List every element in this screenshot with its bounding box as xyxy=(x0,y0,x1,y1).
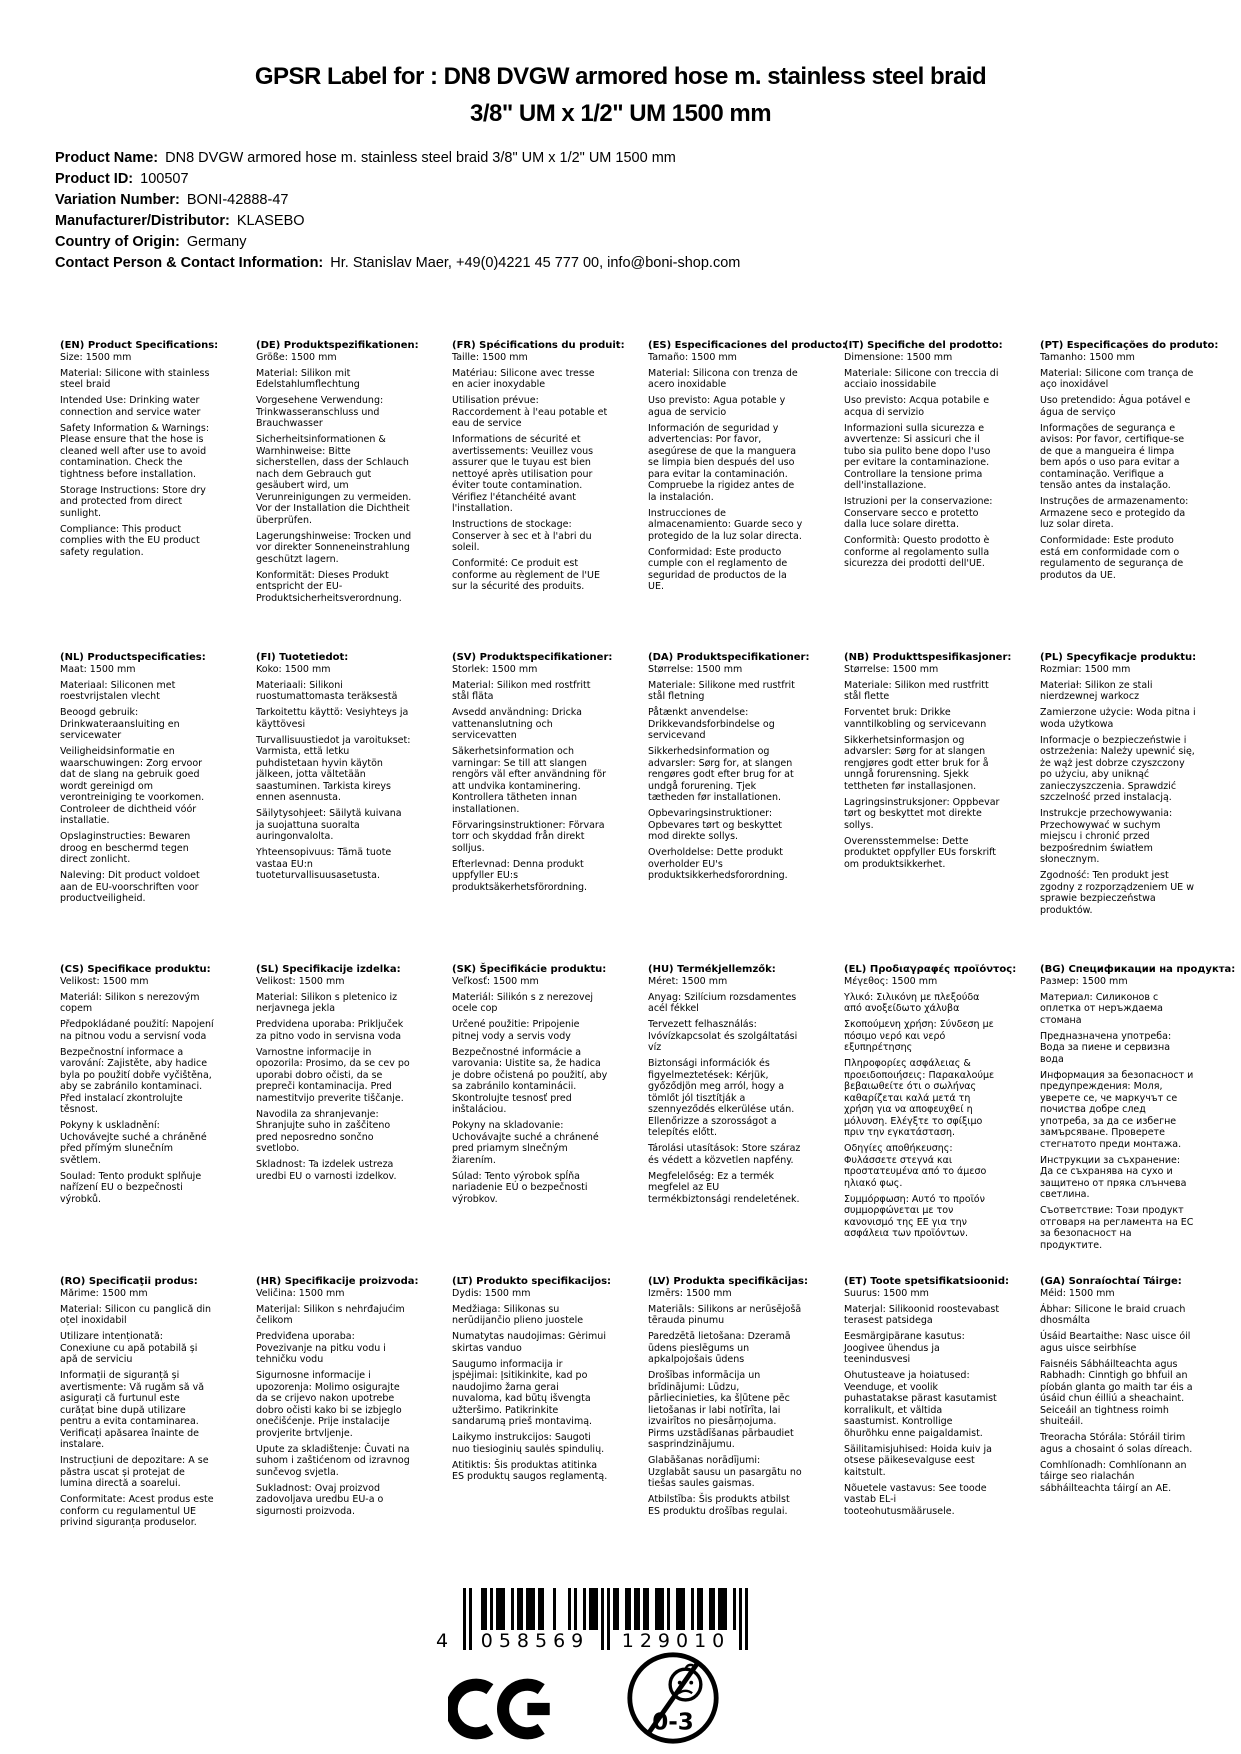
spec-paragraph: Paredzētā lietošana: Dzeramā ūdens pieslēgums un apkalpojošais ūdens xyxy=(648,1331,791,1365)
spec-paragraph: Předpokládané použití: Napojení na pitnou vodu a servisní voda xyxy=(60,1019,214,1042)
spec-block-heading: (IT) Specifiche del prodotto: xyxy=(844,340,1003,351)
spec-paragraph: Size: 1500 mm xyxy=(60,351,132,363)
spec-paragraph: Informații de siguranță și avertismente: Vă rugăm să vă asigurați că furtunul este curățat bine după utilizare pentru a evita contaminarea. Verificați apăsarea înainte de instalare. xyxy=(60,1370,205,1450)
spec-paragraph: Beoogd gebruik: Drinkwateraansluiting en servicewater xyxy=(60,707,180,741)
spec-paragraph: Materiale: Silikone med rustfrit stål fletning xyxy=(648,679,795,702)
spec-paragraph: Turvallisuustiedot ja varoitukset: Varmista, että letku puhdistetaan hyvin käytön jälkeen, jotta vältetään saastuminen. Tarkista kireys ennen asennusta. xyxy=(256,734,411,803)
spec-paragraph: Informacje o bezpieczeństwie i ostrzeżenia: Należy upewnić się, że wąż jest dobrze czyszczony po użyciu, aby uniknąć zanieczyszczenia. Sprawdzić szczelność przed instalacją. xyxy=(1040,734,1195,803)
spec-paragraph: Megfelelőség: Ez a termék megfelel az EU termékbiztonsági rendeletének. xyxy=(648,1170,800,1205)
spec-paragraph: Maat: 1500 mm xyxy=(60,663,136,675)
spec-paragraph: Säkerhetsinformation och varningar: Se till att slangen rengörs väl efter användning för att undvika kontaminering. Kontrollera tätheten innan installationen. xyxy=(452,746,607,815)
spec-paragraph: Uso previsto: Acqua potabile e acqua di servizio xyxy=(844,395,990,418)
page-title-line1: GPSR Label for : DN8 DVGW armored hose m. stainless steel braid xyxy=(254,63,987,90)
spec-paragraph: Material: Silicone com trança de aço inoxidável xyxy=(1040,367,1194,390)
spec-block-lt xyxy=(452,1276,612,1588)
spec-paragraph: Upute za skladištenje: Čuvati na suhom i zaštićenom od izravnog sunčevog svjetla. xyxy=(256,1443,410,1478)
spec-paragraph: Informazioni sulla sicurezza e avvertenze: Si assicuri che il tubo sia pulito bene dopo l'uso per evitare la contaminazione. Controllare la tensione prima dell'installazione. xyxy=(844,422,991,491)
spec-block-et xyxy=(844,1276,1010,1588)
spec-block-heading: (LV) Produkta specifikācijas: xyxy=(648,1276,808,1287)
spec-block-heading: (GA) Sonraíochtaí Táirge: xyxy=(1040,1276,1182,1287)
spec-paragraph: Atitiktis: Šis produktas atitinka ES produktų saugos reglamentą. xyxy=(452,1459,608,1482)
spec-paragraph: Veľkosť: 1500 mm xyxy=(452,975,539,987)
spec-paragraph: Sukladnost: Ovaj proizvod zadovoljava uredbu EU-a o sigurnosti proizvoda. xyxy=(256,1482,384,1517)
spec-paragraph: Storlek: 1500 mm xyxy=(452,663,538,675)
spec-paragraph: Material: Silikon med rostfritt stål fläta xyxy=(452,679,591,702)
spec-paragraph: Biztonsági információk és figyelmeztetések: Kérjük, győződjön meg arról, hogy a tömlőt jól tisztítják a szennyeződés elkerülése után. Ellenőrizze a szorosságot a telepítés előtt. xyxy=(648,1058,795,1138)
spec-paragraph: Materiale: Silikon med rustfritt stål flette xyxy=(844,679,989,702)
spec-paragraph: Størrelse: 1500 mm xyxy=(844,663,939,675)
spec-paragraph: Numatytas naudojimas: Gėrimui skirtas vanduo xyxy=(452,1331,606,1354)
spec-paragraph: Tarkoitettu käyttö: Vesiyhteys ja käyttövesi xyxy=(256,707,409,730)
spec-block-heading: (DE) Produktspezifikationen: xyxy=(256,340,419,351)
spec-block-heading: (SV) Produktspecifikationer: xyxy=(452,652,613,663)
country-of-origin-label: Country of Origin: xyxy=(55,234,180,250)
product-name-row xyxy=(55,148,740,169)
page-title-line2: 3/8" UM x 1/2" UM 1500 mm xyxy=(469,100,772,128)
spec-paragraph: Tárolási utasítások: Store száraz és védett a közvetlen napfény. xyxy=(648,1143,801,1166)
variation-number-row xyxy=(55,190,740,211)
spec-paragraph: Pokyny k uskladnění: Uchovávejte suché a chráněné před přímým slunečním světlem. xyxy=(60,1120,207,1166)
spec-paragraph: Nõuetele vastavus: See toode vastab EL-i tooteohutusmäärusele. xyxy=(844,1482,987,1517)
spec-block-da xyxy=(648,652,810,964)
spec-block-heading: (FR) Spécifications du produit: xyxy=(452,340,625,351)
spec-block-heading: (DA) Produktspecifikationer: xyxy=(648,652,810,663)
spec-paragraph: Veiligheidsinformatie en waarschuwingen: Zorg ervoor dat de slang na gebruik goed wordt gereinigd om verontreiniging te voorkomen. Controleer de dichtheid vóór installatie. xyxy=(60,746,205,826)
spec-paragraph: Инструкции за съхранение: Да се съхранява на сухо и защитено от пряка слънчева светлина. xyxy=(1040,1154,1187,1200)
manufacturer-value: KLASEBO xyxy=(236,213,305,229)
spec-paragraph: Úsáid Beartaithe: Nasc uisce óil agus uisce seirbhíse xyxy=(1040,1331,1191,1354)
spec-paragraph: Navodila za shranjevanje: Shranjujte suho in zaščiteno pred neposredno sončno svetlobo. xyxy=(256,1108,391,1154)
spec-block-heading: (SL) Specifikacije izdelka: xyxy=(256,964,401,975)
spec-paragraph: Glabāšanas norādījumi: Uzglabāt sausu un pasargātu no tiešas saules gaismas. xyxy=(648,1455,802,1489)
spec-paragraph: Material: Silicone with stainless steel braid xyxy=(60,367,210,390)
spec-paragraph: Opslaginstructies: Bewaren droog en beschermd tegen direct zonlicht. xyxy=(60,831,191,865)
spec-paragraph: Opbevaringsinstruktioner: Opbevares tørt og beskyttet mod direkte sollys. xyxy=(648,808,783,842)
spec-paragraph: Sicherheitsinformationen & Warnhinweise: Bitte sicherstellen, dass der Schlauch nach dem Gebrauch gut gesäubert wird, um Verunreinigungen zu vermeiden. Vor der Installation die Dichtheit überprüfen. xyxy=(256,434,412,526)
spec-paragraph: Conformidade: Este produto está em conformidade com o regulamento de segurança de produtos da UE. xyxy=(1040,535,1184,581)
product-name-label: Product Name: xyxy=(55,150,159,166)
spec-paragraph: Utilizare intenționată: Conexiune cu apă potabilă și apă de serviciu xyxy=(60,1331,198,1365)
spec-paragraph: Saugumo informacija ir įspėjimai: Įsitikinkite, kad po naudojimo žarna gerai nuvaloma, kad būtų išvengta užteršimo. Patikrinkite sandarumą prieš montavimą. xyxy=(452,1358,593,1427)
age-warning-0-3-icon xyxy=(625,1650,721,1746)
spec-paragraph: Informações de segurança e avisos: Por favor, certifique-se de que a mangueira é limpa bem após o uso para evitar a contaminação. Verifique a tensão antes da instalação. xyxy=(1040,422,1185,491)
contact-row xyxy=(55,253,740,274)
spec-paragraph: Anyag: Szilícium rozsdamentes acél fékkel xyxy=(648,991,797,1014)
spec-block-pl xyxy=(1040,652,1196,964)
spec-paragraph: Съответствие: Този продукт отговаря на регламента на ЕС за безопасност на продуктите. xyxy=(1040,1205,1194,1251)
barcode-module xyxy=(745,1588,748,1650)
spec-paragraph: Säilitamisjuhised: Hoida kuiv ja otsese päikesevalguse eest kaitstult. xyxy=(844,1443,992,1478)
barcode-right-digits: 129010 xyxy=(621,1630,731,1652)
spec-block-heading: (LT) Produkto specifikacijos: xyxy=(452,1276,612,1287)
spec-block-cs xyxy=(60,964,216,1276)
spec-block-en xyxy=(60,340,219,652)
spec-block-heading: (EL) Προδιαγραφές προϊόντος: xyxy=(844,964,1017,975)
spec-paragraph: Tervezett felhasználás: Ivóvízkapcsolat és szolgáltatási víz xyxy=(648,1019,798,1053)
spec-paragraph: Предназначена употреба: Вода за пиене и сервизна вода xyxy=(1040,1030,1172,1065)
spec-block-nb xyxy=(844,652,1012,964)
spec-paragraph: Conformitate: Acest produs este conform cu regulamentul UE privind siguranța produselor. xyxy=(60,1494,214,1528)
spec-paragraph: Velikost: 1500 mm xyxy=(60,975,149,987)
spec-paragraph: Zgodność: Ten produkt jest zgodny z rozporządzeniem UE w sprawie bezpieczeństwa produktów. xyxy=(1040,870,1194,916)
spec-paragraph: Varnostne informacije in opozorila: Prosimo, da se cev po uporabi dobro očisti, da se prepreči kontaminacija. Pred namestitvijo preverite tiščanje. xyxy=(256,1046,410,1104)
product-id-label: Product ID: xyxy=(55,171,134,187)
spec-paragraph: Materijal: Silikon s nehrđajućim čelikom xyxy=(256,1303,405,1326)
spec-paragraph: Instrukcje przechowywania: Przechowywać w suchym miejscu i chronić przed bezpośrednim światłem słonecznym. xyxy=(1040,808,1173,865)
spec-block-it xyxy=(844,340,1003,652)
spec-block-heading: (NL) Productspecificaties: xyxy=(60,652,206,663)
spec-paragraph: Intended Use: Drinking water connection and service water xyxy=(60,395,201,418)
spec-paragraph: Eesmärgipärane kasutus: Joogivee ühendus ja teenindusvesi xyxy=(844,1331,965,1365)
spec-paragraph: Matériau: Silicone avec tresse en acier inoxydable xyxy=(452,367,595,390)
spec-block-lv xyxy=(648,1276,808,1588)
spec-paragraph: Instrucciones de almacenamiento: Guarde seco y protegido de la luz solar directa. xyxy=(648,507,803,542)
spec-paragraph: Bezpečnostné informácie a varovania: Uistite sa, že hadica je dobre očistená po použití, aby sa zabránilo kontaminácii. Skontrolujte tesnosť pred inštaláciou. xyxy=(452,1046,608,1115)
spec-block-heading: (RO) Specificaţii produs: xyxy=(60,1276,198,1287)
country-of-origin-value: Germany xyxy=(186,234,247,250)
spec-paragraph: Förvaringsinstruktioner: Förvara torr och skyddad från direkt solljus. xyxy=(452,819,605,854)
spec-paragraph: Rozmiar: 1500 mm xyxy=(1040,663,1131,675)
spec-block-fr xyxy=(452,340,625,652)
spec-paragraph: Dydis: 1500 mm xyxy=(452,1287,531,1299)
spec-paragraph: Mărime: 1500 mm xyxy=(60,1287,148,1299)
spec-paragraph: Taille: 1500 mm xyxy=(452,351,528,363)
spec-paragraph: Materiál: Silikón s z nerezovej ocele cop xyxy=(452,991,594,1014)
spec-paragraph: Forventet bruk: Drikke vanntilkobling og servicevann xyxy=(844,707,987,730)
spec-paragraph: Υλικό: Σιλικόνη με πλεξούδα από ανοξείδωτο χάλυβα xyxy=(844,991,980,1014)
spec-paragraph: Sikkerhetsinformasjon og advarsler: Sørg for at slangen rengjøres godt etter bruk for å unngå forurensning. Sjekk tettheten før installasjonen. xyxy=(844,734,989,792)
product-id-row xyxy=(55,169,740,190)
spec-paragraph: Uso pretendido: Água potável e água de serviço xyxy=(1040,395,1191,418)
spec-block-heading: (PL) Specyfikacje produktu: xyxy=(1040,652,1197,663)
spec-paragraph: Treoracha Stórála: Stóráil tirim agus a chosaint ó solas díreach. xyxy=(1040,1432,1193,1455)
spec-paragraph: Dimensione: 1500 mm xyxy=(844,351,953,363)
spec-paragraph: Material: Silicon cu panglică din oțel inoxidabil xyxy=(60,1303,212,1326)
spec-block-fi xyxy=(256,652,412,964)
spec-paragraph: Størrelse: 1500 mm xyxy=(648,663,743,675)
spec-block-ga xyxy=(1040,1276,1196,1588)
spec-paragraph: Materjal: Silikoonid roostevabast terasest patsidega xyxy=(844,1303,1000,1326)
spec-block-heading: (PT) Especificações do produto: xyxy=(1040,340,1219,351)
spec-paragraph: Overholdelse: Dette produkt overholder EU's produktsikkerhedsforordning. xyxy=(648,847,788,881)
spec-paragraph: Ohutusteave ja hoiatused: Veenduge, et voolik puhastatakse pärast kasutamist korralikult, et vältida saastumist. Kontrollige õhurõhku enne paigaldamist. xyxy=(844,1370,997,1439)
spec-paragraph: Vorgesehene Verwendung: Trinkwasseranschluss und Brauchwasser xyxy=(256,395,384,429)
spec-paragraph: Μέγεθος: 1500 mm xyxy=(844,975,938,987)
variation-number-value: BONI-42888-47 xyxy=(186,192,289,208)
variation-number-label: Variation Number: xyxy=(55,192,180,208)
spec-block-heading: (HU) Termékjellemzők: xyxy=(648,964,776,975)
spec-paragraph: Conformité: Ce produit est conforme au règlement de l'UE sur la sécurité des produits. xyxy=(452,558,600,592)
page-title xyxy=(0,58,1241,132)
spec-paragraph: Material: Silicona con trenza de acero inoxidable xyxy=(648,367,798,390)
spec-paragraph: Materiał: Silikon ze stali nierdzewnej warkocz xyxy=(1040,679,1153,702)
spec-paragraph: Méid: 1500 mm xyxy=(1040,1287,1115,1299)
spec-paragraph: Yhteensopivuus: Tämä tuote vastaa EU:n tuoteturvallisuusasetusta. xyxy=(256,847,392,881)
manufacturer-row xyxy=(55,211,740,232)
spec-block-heading: (FI) Tuotetiedot: xyxy=(256,652,349,663)
spec-paragraph: Materiāls: Silikons ar nerūsējošā tērauda pinumu xyxy=(648,1303,802,1326)
spec-paragraph: Tamaño: 1500 mm xyxy=(648,351,737,363)
spec-paragraph: Instruções de armazenamento: Armazene seco e protegido da luz solar direta. xyxy=(1040,496,1189,530)
spec-paragraph: Οδηγίες αποθήκευσης: Φυλάσσετε στεγνά και προστατευμένα από το άμεσο ηλιακό φως. xyxy=(844,1143,987,1189)
spec-paragraph: Информация за безопасност и предупреждения: Моля, уверете се, че маркучът се почиства добре след употреба, за да се избегне замърсяване. Проверете стегнатото преди монтажа. xyxy=(1040,1069,1194,1150)
spec-paragraph: Velikost: 1500 mm xyxy=(256,975,345,987)
spec-paragraph: Πληροφορίες ασφάλειας & προειδοποιήσεις: Παρακαλούμε βεβαιωθείτε ότι ο σωλήνας καθαρίζεται καλά μετά τη χρήση για να αποφευχθεί η μόλυνση. Ελέγξτε το σφίξιμο πριν την εγκατάσταση. xyxy=(844,1058,995,1138)
spec-paragraph: Lagerungshinweise: Trocken und vor direkter Sonneneinstrahlung geschützt lagern. xyxy=(256,530,412,565)
spec-paragraph: Συμμόρφωση: Αυτό το προϊόν συμμορφώνεται με τον κανονισμό της ΕΕ για την ασφάλεια των προϊόντων. xyxy=(844,1193,985,1239)
spec-paragraph: Материал: Силиконов с оплетка от неръждаема стомана xyxy=(1040,991,1163,1026)
spec-block-sk xyxy=(452,964,608,1276)
spec-block-de xyxy=(256,340,419,652)
spec-paragraph: Σκοπούμενη χρήση: Σύνδεση με πόσιμο νερό και νερό εξυπηρέτησης xyxy=(844,1019,994,1053)
spec-paragraph: Súlad: Tento výrobok spĺňa nariadenie EÚ o bezpečnosti výrobkov. xyxy=(452,1170,588,1205)
spec-paragraph: Uso previsto: Agua potable y agua de servicio xyxy=(648,395,786,418)
spec-paragraph: Zamierzone użycie: Woda pitna i woda użytkowa xyxy=(1040,707,1196,730)
spec-paragraph: Konformität: Dieses Produkt entspricht der EU-Produktsicherheitsverordnung. xyxy=(256,569,402,604)
spec-paragraph: Predvidena uporaba: Priključek za pitno vodo in servisna voda xyxy=(256,1019,404,1042)
spec-paragraph: Materiál: Silikon s nerezovým copem xyxy=(60,991,200,1014)
spec-paragraph: Efterlevnad: Denna produkt uppfyller EU:s produktsäkerhetsförordning. xyxy=(452,858,588,893)
spec-paragraph: Určené použitie: Pripojenie pitnej vody a servis vody xyxy=(452,1019,580,1042)
spec-block-el xyxy=(844,964,1017,1276)
spec-paragraph: Soulad: Tento produkt splňuje nařízení EU o bezpečnosti výrobků. xyxy=(60,1170,202,1205)
spec-paragraph: Storage Instructions: Store dry and protected from direct sunlight. xyxy=(60,484,206,519)
spec-paragraph: Material: Silikon mit Edelstahlumflechtung xyxy=(256,367,360,390)
spec-paragraph: Instructions de stockage: Conserver à sec et à l'abri du soleil. xyxy=(452,519,592,553)
spec-paragraph: Conformidad: Este producto cumple con el reglamento de seguridad de productos de la UE. xyxy=(648,546,788,592)
spec-paragraph: Istruzioni per la conservazione: Conservare secco e protetto dalla luce solare diretta. xyxy=(844,496,993,530)
spec-block-nl xyxy=(60,652,216,964)
spec-paragraph: Predviđena uporaba: Povezivanje na pitku vodu i tehničku vodu xyxy=(256,1331,386,1365)
spec-paragraph: Informations de sécurité et avertissements: Veuillez vous assurer que le tuyau est bien nettoyé après utilisation pour éviter toute contamination. Vérifiez l'étanchéité avant l'installation. xyxy=(452,434,594,514)
spec-paragraph: Ábhar: Silicone le braid cruach dhosmálta xyxy=(1040,1303,1186,1326)
spec-block-sv xyxy=(452,652,613,964)
spec-paragraph: Размер: 1500 mm xyxy=(1040,975,1128,987)
spec-block-heading: (CS) Specifikace produktu: xyxy=(60,964,211,975)
spec-paragraph: Pokyny na skladovanie: Uchovávajte suché a chránené pred priamym slnečným žiarením. xyxy=(452,1120,599,1166)
product-name-value: DN8 DVGW armored hose m. stainless steel braid 3/8" UM x 1/2" UM 1500 mm xyxy=(165,150,676,166)
spec-block-pt xyxy=(1040,340,1219,652)
age-warning-text: 0-3 xyxy=(652,1709,694,1736)
spec-paragraph: Izmērs: 1500 mm xyxy=(648,1287,732,1299)
spec-paragraph: Material: Silikon s pletenico iz nerjavnega jekla xyxy=(256,991,398,1014)
spec-paragraph: Tamanho: 1500 mm xyxy=(1040,351,1135,363)
spec-paragraph: Größe: 1500 mm xyxy=(256,351,337,363)
spec-block-hr xyxy=(256,1276,419,1588)
spec-paragraph: Méret: 1500 mm xyxy=(648,975,728,987)
product-info-section xyxy=(55,148,740,274)
spec-block-sl xyxy=(256,964,412,1276)
contact-label: Contact Person & Contact Information: xyxy=(55,255,324,271)
spec-paragraph: Instrucțiuni de depozitare: A se păstra uscat și protejat de lumina directă a soarelui. xyxy=(60,1455,209,1489)
spec-paragraph: Sigurnosne informacije i upozorenja: Molimo osigurajte da se crijevo nakon upotrebe dobro očisti kako bi se izbjeglo onečišćenje. Prije instalacije provjerite brtvljenje. xyxy=(256,1370,402,1439)
spec-block-heading: (EN) Product Specifications: xyxy=(60,340,219,351)
spec-paragraph: Sikkerhedsinformation og advarsler: Sørg for, at slangen rengøres godt efter brug for at undgå forurening. Tjek tætheden før installationen. xyxy=(648,746,794,803)
spec-block-es xyxy=(648,340,847,652)
spec-block-heading: (HR) Specifikacije proizvoda: xyxy=(256,1276,419,1287)
spec-block-heading: (SK) Špecifikácie produktu: xyxy=(452,964,607,975)
spec-paragraph: Bezpečnostní informace a varování: Zajistěte, aby hadice byla po použití dobře vyčištěna, aby se zabránilo kontaminaci. Před instalací zkontrolujte těsnost. xyxy=(60,1046,212,1115)
spec-grid xyxy=(60,340,1236,1588)
spec-paragraph: Conformità: Questo prodotto è conforme al regolamento sulla sicurezza dei prodotti dell'UE. xyxy=(844,535,990,569)
spec-block-bg xyxy=(1040,964,1236,1276)
spec-block-ro xyxy=(60,1276,216,1588)
spec-block-heading: (NB) Produkttspesifikasjoner: xyxy=(844,652,1012,663)
spec-block-heading: (ET) Toote spetsifikatsioonid: xyxy=(844,1276,1010,1287)
spec-paragraph: Información de seguridad y advertencias: Por favor, asegúrese de que la manguera se limpia bien después del uso para evitar la contaminación. Compruebe la rigidez antes de la instalación. xyxy=(648,422,797,503)
spec-paragraph: Materiaal: Siliconen met roestvrijstalen vlecht xyxy=(60,679,176,702)
spec-paragraph: Lagringsinstruksjoner: Oppbevar tørt og beskyttet mot direkte sollys. xyxy=(844,796,1000,831)
spec-block-hu xyxy=(648,964,804,1276)
contact-value: Hr. Stanislav Maer, +49(0)4221 45 777 00, info@boni-shop.com xyxy=(330,255,741,271)
spec-block-heading: (BG) Спецификации на продукта: xyxy=(1040,964,1236,975)
spec-paragraph: Naleving: Dit product voldoet aan de EU-voorschriften voor productveiligheid. xyxy=(60,870,200,904)
product-id-value: 100507 xyxy=(140,171,189,187)
spec-paragraph: Materiale: Silicone con treccia di acciaio inossidabile xyxy=(844,367,999,390)
spec-block-heading: (ES) Especificaciones del producto: xyxy=(648,340,847,351)
spec-paragraph: Laikymo instrukcijos: Saugoti nuo tiesioginių saulės spindulių. xyxy=(452,1432,605,1455)
barcode-first-digit: 4 xyxy=(436,1630,449,1652)
ce-mark-icon xyxy=(448,1676,560,1742)
spec-paragraph: Skladnost: Ta izdelek ustreza uredbi EU o varnosti izdelkov. xyxy=(256,1159,397,1182)
manufacturer-label: Manufacturer/Distributor: xyxy=(55,213,230,229)
spec-paragraph: Utilisation prévue: Raccordement à l'eau potable et eau de service xyxy=(452,395,608,429)
spec-paragraph: Veličina: 1500 mm xyxy=(256,1287,345,1299)
spec-paragraph: Atbilstība: Šis produkts atbilst ES produktu drošības regulai. xyxy=(648,1494,790,1517)
ean-barcode xyxy=(436,1588,748,1652)
spec-paragraph: Påtænkt anvendelse: Drikkevandsforbindelse og servicevand xyxy=(648,707,775,741)
spec-paragraph: Overensstemmelse: Dette produktet oppfyller EUs forskrift om produktsikkerhet. xyxy=(844,835,997,870)
barcode-left-digits: 058569 xyxy=(480,1630,590,1652)
spec-paragraph: Medžiaga: Silikonas su nerūdijančio plieno juostele xyxy=(452,1303,584,1326)
country-of-origin-row xyxy=(55,232,740,253)
spec-paragraph: Faisnéis Sábháilteachta agus Rabhadh: Cinntigh go bhfuil an píobán glanta go maith tar éis a úsáid chun éilliú a sheachaint. Seiceáil an tightness roimh shuiteáil. xyxy=(1040,1358,1193,1427)
spec-paragraph: Safety Information & Warnings: Please ensure that the hose is cleaned well after use to avoid contamination. Check the tightness before installation. xyxy=(60,422,210,480)
spec-paragraph: Säilytysohjeet: Säilytä kuivana ja suojattuna suoralta auringonvalolta. xyxy=(256,808,402,842)
spec-paragraph: Drošības informācija un brīdinājumi: Lūdzu, pārliecinieties, ka šļūtene pēc lietošanas ir labi notīrīta, lai izvairītos no piesārņojuma. Pirms uzstādīšanas pārbaudiet sasprindzinājumu. xyxy=(648,1370,794,1450)
spec-paragraph: Compliance: This product complies with the EU product safety regulation. xyxy=(60,523,200,558)
spec-paragraph: Suurus: 1500 mm xyxy=(844,1287,929,1299)
spec-paragraph: Materiaali: Silikoni ruostumattomasta teräksestä xyxy=(256,679,398,702)
spec-paragraph: Comhlíonadh: Comhlíonann an táirge seo rialachán sábháilteachta táirgí an AE. xyxy=(1040,1459,1187,1494)
spec-paragraph: Avsedd användning: Dricka vattenanslutning och servicevatten xyxy=(452,707,582,741)
spec-paragraph: Koko: 1500 mm xyxy=(256,663,331,675)
